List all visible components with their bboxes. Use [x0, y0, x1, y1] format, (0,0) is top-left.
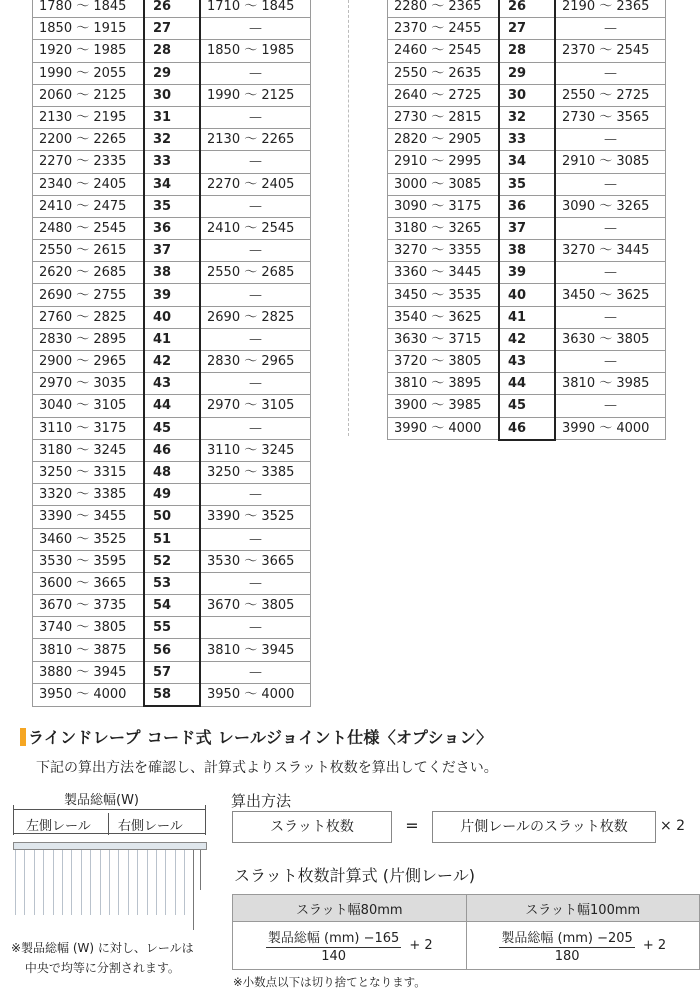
right-tick: [205, 805, 206, 835]
slat: [15, 850, 16, 915]
slat-count-cell: 39: [144, 284, 200, 306]
joint-range-cell: 2690 ～ 2825: [200, 306, 311, 328]
width-range-cell: 2060 ～ 2125: [33, 84, 145, 106]
joint-range-cell: —: [555, 62, 666, 84]
joint-range-cell: 3110 ～ 3245: [200, 439, 311, 461]
times-two: × 2: [660, 811, 700, 841]
table-row: [33, 0, 311, 18]
width-range-cell: 3040 ～ 3105: [33, 395, 145, 417]
table-row: [33, 395, 311, 417]
joint-range-cell: —: [555, 173, 666, 195]
slat-count-cell: 34: [144, 173, 200, 195]
width-range-cell: 2730 ～ 2815: [388, 106, 500, 128]
section-title: ラインドレープ コード式 レールジョイント仕様〈オプション〉: [28, 728, 493, 747]
width-range-cell: 3630 ～ 3715: [388, 328, 500, 350]
slat: [175, 850, 176, 915]
joint-range-cell: —: [200, 484, 311, 506]
table-row: [388, 328, 666, 350]
joint-range-cell: —: [200, 617, 311, 639]
col-header-100: スラット幅100mm: [466, 895, 700, 922]
joint-range-cell: 2970 ～ 3105: [200, 395, 311, 417]
slat-count-cell: 45: [144, 417, 200, 439]
slat-count-cell: 50: [144, 506, 200, 528]
table-row: [388, 240, 666, 262]
width-range-cell: 2460 ～ 2545: [388, 40, 500, 62]
table-row: [33, 484, 311, 506]
table-row: [33, 572, 311, 594]
plus-100: + 2: [642, 938, 667, 953]
slat-count-cell: 33: [499, 129, 555, 151]
slat-count-box: スラット枚数: [232, 811, 392, 843]
rail-note-line2: 中央で均等に分割されます。: [24, 961, 180, 975]
table-row: [33, 84, 311, 106]
width-range-cell: 2130 ～ 2195: [33, 106, 145, 128]
table-row: [33, 506, 311, 528]
table-row: [388, 395, 666, 417]
joint-range-cell: 2130 ～ 2265: [200, 129, 311, 151]
calc-heading: 算出方法: [231, 792, 292, 810]
table-row: [33, 550, 311, 572]
slat-count-cell: 33: [144, 151, 200, 173]
width-range-cell: 2200 ～ 2265: [33, 129, 145, 151]
joint-range-cell: —: [555, 262, 666, 284]
joint-range-cell: —: [200, 284, 311, 306]
slat-count-cell: 26: [499, 0, 555, 18]
joint-range-cell: 3270 ～ 3445: [555, 240, 666, 262]
slat-count-cell: 45: [499, 395, 555, 417]
col-header-80: スラット幅80mm: [233, 895, 467, 922]
plus-80: + 2: [409, 938, 433, 953]
table-row: [33, 461, 311, 483]
footnote: ※小数点以下は切り捨てとなります。: [233, 975, 426, 989]
width-range-cell: 3000 ～ 3085: [388, 173, 500, 195]
width-range-cell: 3950 ～ 4000: [33, 683, 145, 706]
joint-range-cell: —: [555, 18, 666, 40]
joint-range-cell: 3390 ～ 3525: [200, 506, 311, 528]
width-range-cell: 3180 ～ 3245: [33, 439, 145, 461]
joint-range-cell: 1710 ～ 1845: [200, 0, 311, 18]
joint-range-cell: 3090 ～ 3265: [555, 195, 666, 217]
slat-count-cell: 28: [499, 40, 555, 62]
joint-range-cell: —: [555, 217, 666, 239]
slat-count-cell: 37: [144, 240, 200, 262]
joint-range-cell: 2190 ～ 2365: [555, 0, 666, 18]
equals-sign: =: [400, 811, 424, 841]
slat-count-cell: 51: [144, 528, 200, 550]
width-range-cell: 3270 ～ 3355: [388, 240, 500, 262]
slat: [184, 850, 185, 915]
fraction-100: [499, 927, 634, 964]
table-row: [388, 217, 666, 239]
denominator-100: 180: [554, 949, 580, 964]
slat-count-cell: 30: [144, 84, 200, 106]
width-range-cell: 2270 ～ 2335: [33, 151, 145, 173]
joint-range-cell: —: [200, 18, 311, 40]
slat-count-cell: 44: [499, 373, 555, 395]
slat-count-cell: 40: [499, 284, 555, 306]
slat-count-cell: 31: [144, 106, 200, 128]
joint-range-cell: 3250 ～ 3385: [200, 461, 311, 483]
table-row: [33, 351, 311, 373]
formula-80: [233, 922, 467, 970]
table-row: [33, 639, 311, 661]
joint-range-cell: 3670 ～ 3805: [200, 595, 311, 617]
table-row: [388, 417, 666, 440]
slat-count-cell: 36: [499, 195, 555, 217]
width-range-cell: 3360 ～ 3445: [388, 262, 500, 284]
slat-count-cell: 55: [144, 617, 200, 639]
slat-count-cell: 35: [499, 173, 555, 195]
table-row: [33, 217, 311, 239]
slat-count-cell: 41: [499, 306, 555, 328]
width-range-cell: 3090 ～ 3175: [388, 195, 500, 217]
slat: [34, 850, 35, 915]
slat-count-cell: 43: [144, 373, 200, 395]
table-row: [388, 195, 666, 217]
width-range-cell: 2370 ～ 2455: [388, 18, 500, 40]
slat-count-cell: 49: [144, 484, 200, 506]
joint-range-cell: 3810 ～ 3985: [555, 373, 666, 395]
table-row: [388, 351, 666, 373]
slat-count-cell: 32: [144, 129, 200, 151]
width-range-cell: 2410 ～ 2475: [33, 195, 145, 217]
width-range-cell: 3320 ～ 3385: [33, 484, 145, 506]
table-row: [388, 18, 666, 40]
width-range-cell: 3670 ～ 3735: [33, 595, 145, 617]
table-row: [33, 617, 311, 639]
table-row: [388, 373, 666, 395]
slat: [165, 850, 166, 915]
slat-count-cell: 52: [144, 550, 200, 572]
width-range-cell: 3720 ～ 3805: [388, 351, 500, 373]
width-range-cell: 3530 ～ 3595: [33, 550, 145, 572]
vertical-slats: [15, 850, 190, 915]
total-width-line: [13, 809, 205, 810]
table-row: [388, 40, 666, 62]
table-row: [33, 439, 311, 461]
width-range-cell: 3810 ～ 3875: [33, 639, 145, 661]
width-range-cell: 3880 ～ 3945: [33, 661, 145, 683]
joint-range-cell: —: [200, 572, 311, 594]
slat: [81, 850, 82, 915]
width-range-cell: 3900 ～ 3985: [388, 395, 500, 417]
joint-range-cell: 3530 ～ 3665: [200, 550, 311, 572]
slat-count-cell: 34: [499, 151, 555, 173]
joint-range-cell: 3990 ～ 4000: [555, 417, 666, 440]
slat-count-cell: 46: [144, 439, 200, 461]
slat-count-cell: 43: [499, 351, 555, 373]
table-row: [33, 173, 311, 195]
joint-range-cell: —: [200, 661, 311, 683]
joint-range-cell: —: [200, 151, 311, 173]
slat-count-cell: 29: [499, 62, 555, 84]
joint-range-cell: 2370 ～ 2545: [555, 40, 666, 62]
joint-range-cell: —: [200, 528, 311, 550]
width-range-cell: 2550 ～ 2635: [388, 62, 500, 84]
rail-split-line: [13, 833, 205, 834]
slat: [137, 850, 138, 915]
right-rail-label: 右側レール: [118, 819, 183, 834]
width-range-cell: 3450 ～ 3535: [388, 284, 500, 306]
slat-count-cell: 27: [144, 18, 200, 40]
slat-count-cell: 46: [499, 417, 555, 440]
width-range-cell: 3740 ～ 3805: [33, 617, 145, 639]
joint-range-cell: 3810 ～ 3945: [200, 639, 311, 661]
rail-note-line1: ※製品総幅 (W) に対し、レールは: [11, 941, 194, 955]
joint-range-cell: 2270 ～ 2405: [200, 173, 311, 195]
numerator-80: 製品総幅 (mm) −165: [266, 927, 401, 948]
joint-range-cell: —: [200, 106, 311, 128]
table-row: [388, 0, 666, 18]
numerator-100: 製品総幅 (mm) −205: [499, 927, 634, 948]
width-range-cell: 3460 ～ 3525: [33, 528, 145, 550]
slat-count-cell: 36: [144, 217, 200, 239]
table-row: [33, 129, 311, 151]
slat-count-cell: 48: [144, 461, 200, 483]
table-row: [388, 106, 666, 128]
table-row: [388, 84, 666, 106]
table-row: [33, 18, 311, 40]
slat: [62, 850, 63, 915]
width-range-cell: 2910 ～ 2995: [388, 151, 500, 173]
width-range-cell: 1850 ～ 1915: [33, 18, 145, 40]
slat-count-cell: 41: [144, 328, 200, 350]
joint-range-cell: 2830 ～ 2965: [200, 351, 311, 373]
joint-range-cell: 2910 ～ 3085: [555, 151, 666, 173]
joint-range-cell: —: [555, 395, 666, 417]
formula-heading: スラット枚数計算式 (片側レール): [234, 866, 475, 885]
joint-range-cell: 3630 ～ 3805: [555, 328, 666, 350]
rail-bar: [13, 842, 207, 850]
slat: [156, 850, 157, 915]
joint-range-cell: 1990 ～ 2125: [200, 84, 311, 106]
slat-count-cell: 42: [144, 351, 200, 373]
table-row: [33, 683, 311, 706]
joint-range-cell: 2730 ～ 3565: [555, 106, 666, 128]
cord-icon: [193, 850, 194, 930]
width-range-cell: 3110 ～ 3175: [33, 417, 145, 439]
left-range-table: [32, 0, 311, 707]
table-row: [388, 129, 666, 151]
rail-note: [11, 938, 194, 978]
slat-count-cell: 35: [144, 195, 200, 217]
width-range-cell: 2340 ～ 2405: [33, 173, 145, 195]
table-row: [388, 151, 666, 173]
table-row: [388, 262, 666, 284]
table-row: [33, 240, 311, 262]
formula-100: [466, 922, 700, 970]
slat-count-cell: 38: [499, 240, 555, 262]
joint-range-cell: 2410 ～ 2545: [200, 217, 311, 239]
slat-count-cell: 27: [499, 18, 555, 40]
table-row: [33, 40, 311, 62]
table-row: [388, 62, 666, 84]
total-width-label: 製品総幅(W): [64, 793, 139, 808]
joint-range-cell: —: [555, 306, 666, 328]
fraction-80: [266, 927, 401, 964]
width-range-cell: 1990 ～ 2055: [33, 62, 145, 84]
joint-range-cell: —: [200, 328, 311, 350]
slat-count-cell: 38: [144, 262, 200, 284]
slat: [100, 850, 101, 915]
table-row: [33, 661, 311, 683]
slat-count-cell: 44: [144, 395, 200, 417]
width-range-cell: 3540 ～ 3625: [388, 306, 500, 328]
width-range-cell: 2830 ～ 2895: [33, 328, 145, 350]
slat: [128, 850, 129, 915]
width-range-cell: 2820 ～ 2905: [388, 129, 500, 151]
width-range-cell: 3180 ～ 3265: [388, 217, 500, 239]
joint-range-cell: —: [555, 129, 666, 151]
width-range-cell: 2480 ～ 2545: [33, 217, 145, 239]
slat-count-cell: 28: [144, 40, 200, 62]
table-row: [33, 306, 311, 328]
width-range-cell: 2900 ～ 2965: [33, 351, 145, 373]
slat-count-cell: 29: [144, 62, 200, 84]
slat-count-cell: 56: [144, 639, 200, 661]
table-row: [33, 106, 311, 128]
table-row: [33, 417, 311, 439]
table-row: [33, 62, 311, 84]
joint-range-cell: —: [200, 62, 311, 84]
table-row: [388, 173, 666, 195]
column-divider: [348, 0, 349, 436]
width-range-cell: 2970 ～ 3035: [33, 373, 145, 395]
width-range-cell: 3390 ～ 3455: [33, 506, 145, 528]
joint-range-cell: —: [200, 195, 311, 217]
width-range-cell: 2550 ～ 2615: [33, 240, 145, 262]
slat: [109, 850, 110, 915]
joint-range-cell: 3950 ～ 4000: [200, 683, 311, 706]
table-row: [33, 195, 311, 217]
slat-count-cell: 54: [144, 595, 200, 617]
slat-count-cell: 53: [144, 572, 200, 594]
slat: [118, 850, 119, 915]
section-description: 下記の算出方法を確認し、計算式よりスラット枚数を算出してください。: [36, 760, 498, 776]
joint-range-cell: —: [555, 351, 666, 373]
slat-count-cell: 58: [144, 683, 200, 706]
width-range-cell: 2280 ～ 2365: [388, 0, 500, 18]
width-range-cell: 2760 ～ 2825: [33, 306, 145, 328]
joint-range-cell: —: [200, 417, 311, 439]
width-range-cell: 2620 ～ 2685: [33, 262, 145, 284]
slat-count-cell: 32: [499, 106, 555, 128]
width-range-cell: 1920 ～ 1985: [33, 40, 145, 62]
table-row: [33, 151, 311, 173]
slat-count-cell: 26: [144, 0, 200, 18]
slat: [53, 850, 54, 915]
formula-table: [232, 894, 700, 970]
section-accent-bar: [20, 728, 26, 746]
width-range-cell: 2640 ～ 2725: [388, 84, 500, 106]
table-row: [33, 262, 311, 284]
joint-range-cell: 2550 ～ 2685: [200, 262, 311, 284]
table-row: [33, 528, 311, 550]
joint-range-cell: —: [200, 240, 311, 262]
slat-count-cell: 57: [144, 661, 200, 683]
joint-range-cell: 1850 ～ 1985: [200, 40, 311, 62]
table-row: [33, 595, 311, 617]
width-range-cell: 3810 ～ 3895: [388, 373, 500, 395]
joint-range-cell: 3450 ～ 3625: [555, 284, 666, 306]
width-range-cell: 3990 ～ 4000: [388, 417, 500, 440]
joint-range-cell: —: [200, 373, 311, 395]
width-range-cell: 1780 ～ 1845: [33, 0, 145, 18]
slat-count-cell: 30: [499, 84, 555, 106]
joint-range-cell: 2550 ～ 2725: [555, 84, 666, 106]
slat: [43, 850, 44, 915]
denominator-80: 140: [321, 949, 347, 964]
table-row: [33, 284, 311, 306]
slat: [24, 850, 25, 915]
slat-count-cell: 37: [499, 217, 555, 239]
slat-count-cell: 40: [144, 306, 200, 328]
half-rail-slats-box: 片側レールのスラット枚数: [432, 811, 656, 843]
table-row: [388, 306, 666, 328]
slat: [71, 850, 72, 915]
slat-count-cell: 42: [499, 328, 555, 350]
slat-count-cell: 39: [499, 262, 555, 284]
width-range-cell: 3600 ～ 3665: [33, 572, 145, 594]
cord-icon: [200, 850, 201, 890]
left-rail-label: 左側レール: [26, 819, 91, 834]
width-range-cell: 3250 ～ 3315: [33, 461, 145, 483]
table-row: [33, 328, 311, 350]
left-tick: [13, 805, 14, 835]
slat: [147, 850, 148, 915]
width-range-cell: 2690 ～ 2755: [33, 284, 145, 306]
table-row: [388, 284, 666, 306]
slat: [90, 850, 91, 915]
table-row: [33, 373, 311, 395]
right-range-table: [387, 0, 666, 441]
center-tick: [108, 813, 109, 835]
